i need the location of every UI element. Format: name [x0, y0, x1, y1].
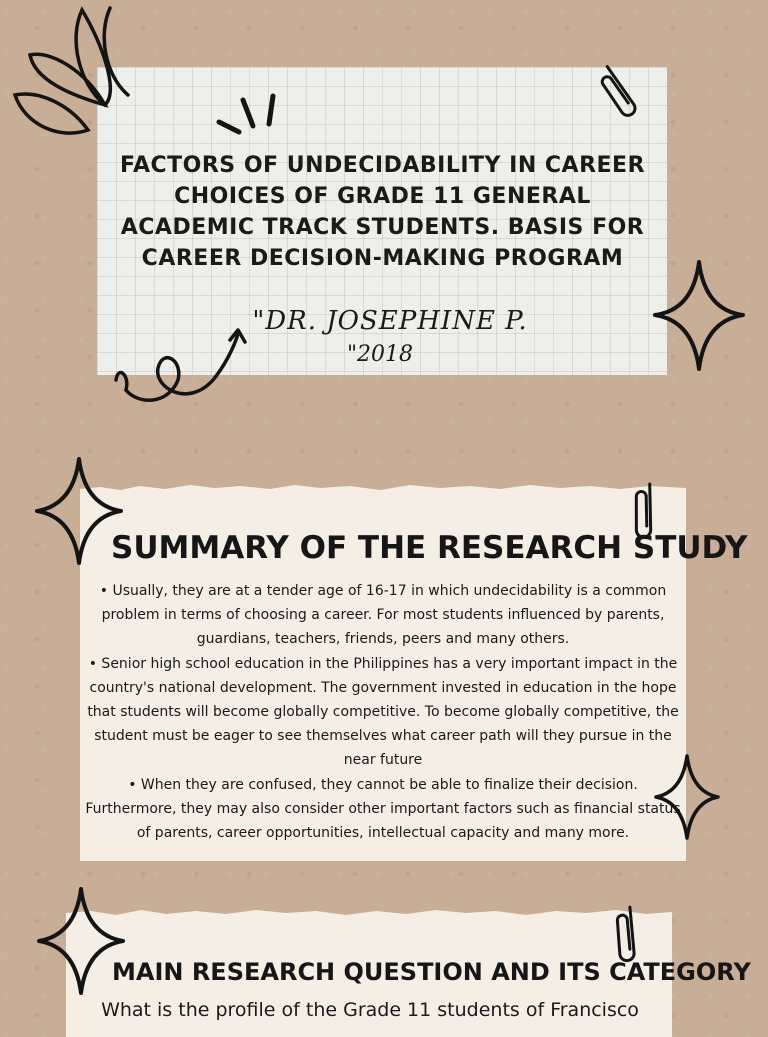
accent-lines-doodle — [215, 92, 285, 137]
poster-title: FACTORS OF UNDECIDABILITY IN CAREER CHOICES OF GRADE 11 GENERAL ACADEMIC TRACK STUDENTS. BASIS FOR CAREER DECISION-MAKING PROGRAM — [119, 153, 646, 271]
summary-bullet: • Usually, they are at a tender age of 16-17 in which undecidability is a common problem in terms of choosing a career. For most students influenced by parents, guardians, teachers, friends, peers and many others. — [99, 583, 667, 648]
summary-bullet: • When they are confused, they cannot be able to finalize their decision. Furthermore, they may also consider other important factors such as financial status of parents, career opportunities, intellectual capacity and many more. — [85, 776, 681, 842]
sparkle-icon — [652, 752, 722, 842]
paperclip-icon — [610, 903, 655, 963]
question-text: What is the profile of the Grade 11 students of Francisco — [101, 999, 639, 1021]
paperclip-icon — [600, 58, 645, 118]
publication-year: "2018 — [346, 342, 414, 367]
summary-heading: SUMMARY OF THE RESEARCH STUDY — [111, 530, 748, 566]
torn-edge — [66, 908, 672, 920]
summary-body — [84, 579, 682, 845]
torn-edge — [80, 483, 686, 495]
swirl-doodle — [10, 0, 135, 160]
summary-bullet: • Senior high school education in the Philippines has a very important impact in the country's national development. The government invested in education in the hope that students will become globally competitive. To become globally competitive, the student must be eager to see themselves what career path will they pursue in the near future — [87, 655, 679, 769]
author-name: "DR. JOSEPHINE P. — [252, 306, 528, 336]
question-heading: MAIN RESEARCH QUESTION AND ITS CATEGORY — [112, 958, 751, 986]
sparkle-icon — [652, 258, 747, 373]
curly-arrow-doodle — [108, 320, 253, 410]
